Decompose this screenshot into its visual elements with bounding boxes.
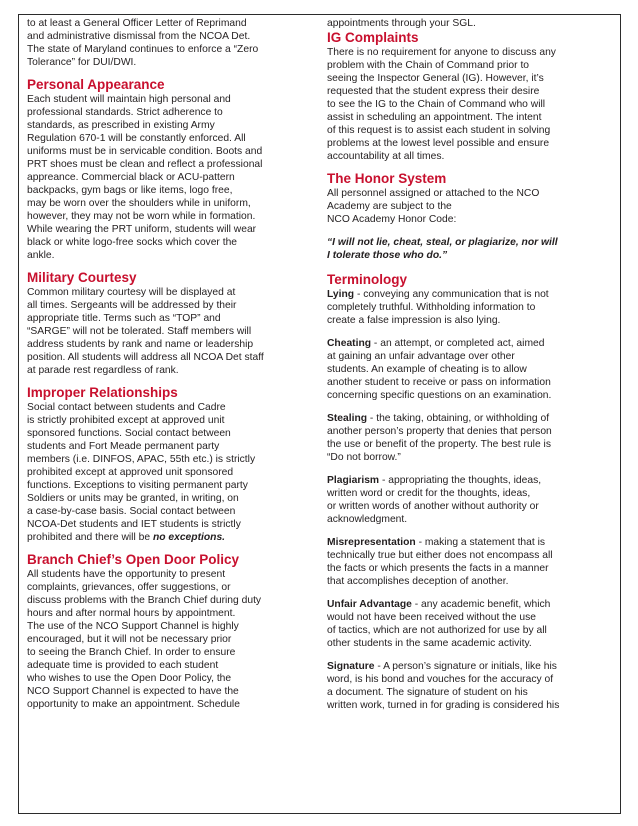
term-name: Unfair Advantage <box>327 599 412 610</box>
term-entry <box>327 337 609 402</box>
no-exceptions-emphasis: no exceptions. <box>152 532 226 543</box>
intro-paragraph: to at least a General Officer Letter of Reprimand and administrative dismissal from the NCOA Det. The state of Maryland continues to enforce a “Zero Tolerance” for DUI/DWI. <box>27 18 259 68</box>
term-entry <box>327 474 609 526</box>
term-name: Plagiarism <box>327 475 380 486</box>
term-definition: - making a statement that is technically true but either does not encompass all the facts or which presents the facts in a manner that accomplishes deception of another. <box>327 537 553 587</box>
personal-appearance-body: Each student will maintain high personal and professional standards. Strict adherence to standards, as prescribed in existing Army Regulation 670-1 will be constantly enforced. All uniforms must be in servicable condition. Boots and PRT shoes must be clean and reflect a professional appreance. Commercial black or ACU-pattern backpacks, gym bags or like items, logo free, may be worn over the shoulders while in uniform, however, they may not be worn while in formation. While wearing the PRT uniform, students will wear black or white logo-free socks which cover the ankle. <box>27 94 263 261</box>
military-courtesy-body: Common military courtesy will be displayed at all times. Sergeants will be addressed by their appropriate title. Terms such as “TOP” and “SARGE” will not be tolerated. Staff members will address students by rank and name or leadership position. All students will address all NCOA Det staff at parade rest regardless of rank. <box>27 287 264 376</box>
term-definition: - the taking, obtaining, or withholding of another person’s property that denies that person the use or benefit of the property. The best rule is “Do not borrow.” <box>327 413 552 463</box>
term-name: Signature <box>327 661 375 672</box>
term-entry <box>327 288 609 327</box>
term-entry <box>327 536 609 588</box>
heading-honor-system: The Honor System <box>327 171 447 186</box>
left-column <box>27 17 315 711</box>
heading-military-courtesy: Military Courtesy <box>27 270 137 285</box>
heading-improper-relationships: Improper Relationships <box>27 385 178 400</box>
honor-system-body: All personnel assigned or attached to the NCO Academy are subject to the NCO Academy Honor Code: <box>327 188 540 225</box>
improper-relationships-body <box>27 401 315 544</box>
heading-open-door-policy: Branch Chief’s Open Door Policy <box>27 552 240 567</box>
term-definition: - conveying any communication that is not completely truthful. Withholding information to create a false impression is also lying. <box>327 289 549 326</box>
honor-code-quote: “I will not lie, cheat, steal, or plagiarize, nor will I tolerate those who do.” <box>327 237 558 261</box>
term-definition: - an attempt, or completed act, aimed at gaining an unfair advantage over other students. An example of cheating is to allow another student to receive or pass on information concerning specific questions on an examination. <box>327 338 552 401</box>
term-entry <box>327 660 609 712</box>
term-definition: - appropriating the thoughts, ideas, written word or credit for the thoughts, ideas, or written words of another without authority or acknowledgment. <box>327 475 542 525</box>
term-name: Stealing <box>327 413 368 424</box>
ig-complaints-body: There is no requirement for anyone to discuss any problem with the Chain of Command prior to seeing the Inspector General (IG). However, it’s requested that the student express their desire to see the IG to the Chain of Command who will assist in scheduling an appointment. The intent of this request is to assist each student in solving problems at the lowest level possible and ensure accountability at all times. <box>327 47 556 162</box>
heading-ig-complaints: IG Complaints <box>327 30 419 45</box>
terminology-list <box>327 288 609 712</box>
term-name: Misrepresentation <box>327 537 416 548</box>
improper-relationships-text: Social contact between students and Cadre is strictly prohibited except at approved unit sponsored functions. Social contact between students and Fort Meade permanent party members (i.e. DINFOS, APAC, 55th etc.) is strictly prohibited except at approved unit sponsored functions. Exceptions to visiting permanent party Soldiers or units may be granted, in writing, on a case-by-case basis. Social contact between NCOA-Det students and IET students is strictly prohibited and there will be <box>27 402 256 543</box>
term-definition: - A person’s signature or initials, like his word, is his bond and vouches for the accuracy of a document. The signature of student on his written work, turned in for grading is considered his <box>327 661 560 711</box>
term-name: Cheating <box>327 338 372 349</box>
term-entry <box>327 412 609 464</box>
term-name: Lying <box>327 289 355 300</box>
term-entry <box>327 598 609 650</box>
open-door-body: All students have the opportunity to present complaints, grievances, offer suggestions, or discuss problems with the Branch Chief during duty hours and after normal hours by appointment. The use of the NCO Support Channel is highly encouraged, but it will not be necessary prior to seeing the Branch Chief. In order to ensure adequate time is provided to each student who wishes to use the Open Door Policy, the NCO Support Channel is expected to have the opportunity to make an appointment. Schedule <box>27 569 262 710</box>
right-column <box>327 17 609 712</box>
right-intro-paragraph: appointments through your SGL. <box>327 18 476 29</box>
term-definition: - any academic benefit, which would not have been received without the use of tactics, which are not authorized for use by all other students in the same academic activity. <box>327 599 551 649</box>
heading-personal-appearance: Personal Appearance <box>27 77 165 92</box>
heading-terminology: Terminology <box>327 272 408 287</box>
